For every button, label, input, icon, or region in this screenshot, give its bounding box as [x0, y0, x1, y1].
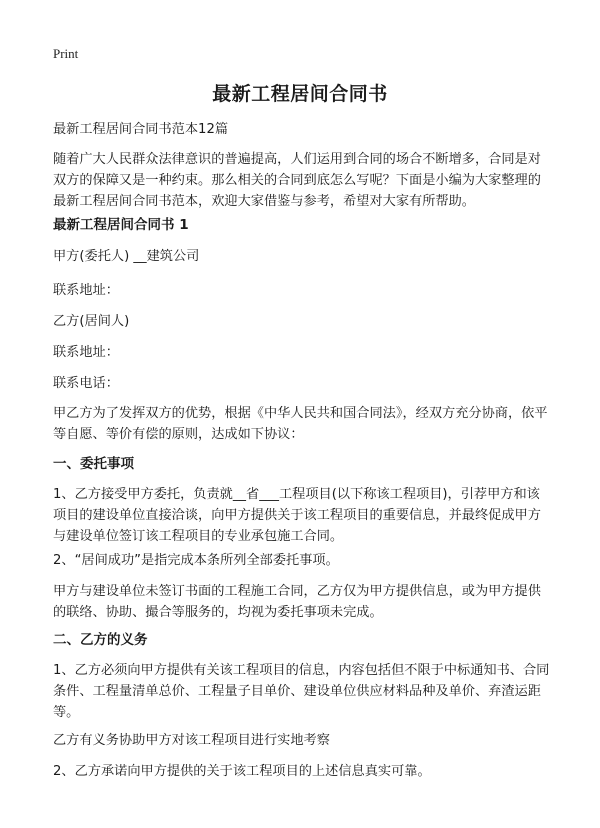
clause-2-1: 1、乙方必须向甲方提供有关该工程项目的信息，内容包括但不限于中标通知书、合同条件、工程量清单总价、工程量子目单价、建设单位供应材料品种及单价、弃渣运距等。 — [53, 663, 550, 720]
clause-2-2: 2、乙方承诺向甲方提供的关于该工程项目的上述信息真实可靠。 — [53, 764, 431, 779]
clause-1-1: 1、乙方接受甲方委托，负责就__省___工程项目(以下称该工程项目)，引荐甲方和该项目的建设单位直接洽谈，向甲方提供关于该工程项目的重要信息，并最终促成甲方与建设单位签订该工程项目的专业承包施工合同。 — [53, 487, 541, 544]
intro-paragraph: 随着广大人民群众法律意识的普遍提高，人们运用到合同的场合不断增多，合同是对双方的保障又是一种约束。那么相关的合同到底怎么写呢？下面是小编为大家整理的最新工程居间合同书范本，欢迎大家借鉴与参考，希望对大家有所帮助。 — [53, 152, 541, 209]
heading-party-b-obligations: 二、乙方的义务 — [53, 632, 148, 648]
party-b-phone: 联系电话： — [53, 376, 119, 391]
party-b-line: 乙方(居间人) — [53, 314, 130, 329]
clause-2-note: 乙方有义务协助甲方对该工程项目进行实地考察 — [53, 733, 330, 748]
clause-1-2: 2、“居间成功”是指完成本条所列全部委托事项。 — [53, 553, 339, 568]
section-title: 最新工程居间合同书 1 — [53, 217, 189, 233]
heading-entrusted-matters: 一、委托事项 — [53, 456, 134, 472]
document-title: 最新工程居间合同书 — [212, 83, 388, 105]
clause-1-3: 甲方与建设单位未签订书面的工程施工合同，乙方仅为甲方提供信息，或为甲方提供的联络、协助、撮合等服务的，均视为委托事项未完成。 — [53, 584, 541, 620]
party-a-line: 甲方(委托人) __建筑公司 — [53, 249, 200, 264]
preamble-paragraph: 甲乙方为了发挥双方的优势，根据《中华人民共和国合同法》，经双方充分协商，依平等自愿、等价有偿的原则，达成如下协议： — [53, 406, 548, 442]
document-subtitle: 最新工程居间合同书范本12篇 — [53, 122, 229, 137]
party-a-address: 联系地址： — [53, 283, 119, 298]
party-b-address: 联系地址： — [53, 345, 119, 360]
print-link[interactable]: Print — [53, 46, 79, 61]
